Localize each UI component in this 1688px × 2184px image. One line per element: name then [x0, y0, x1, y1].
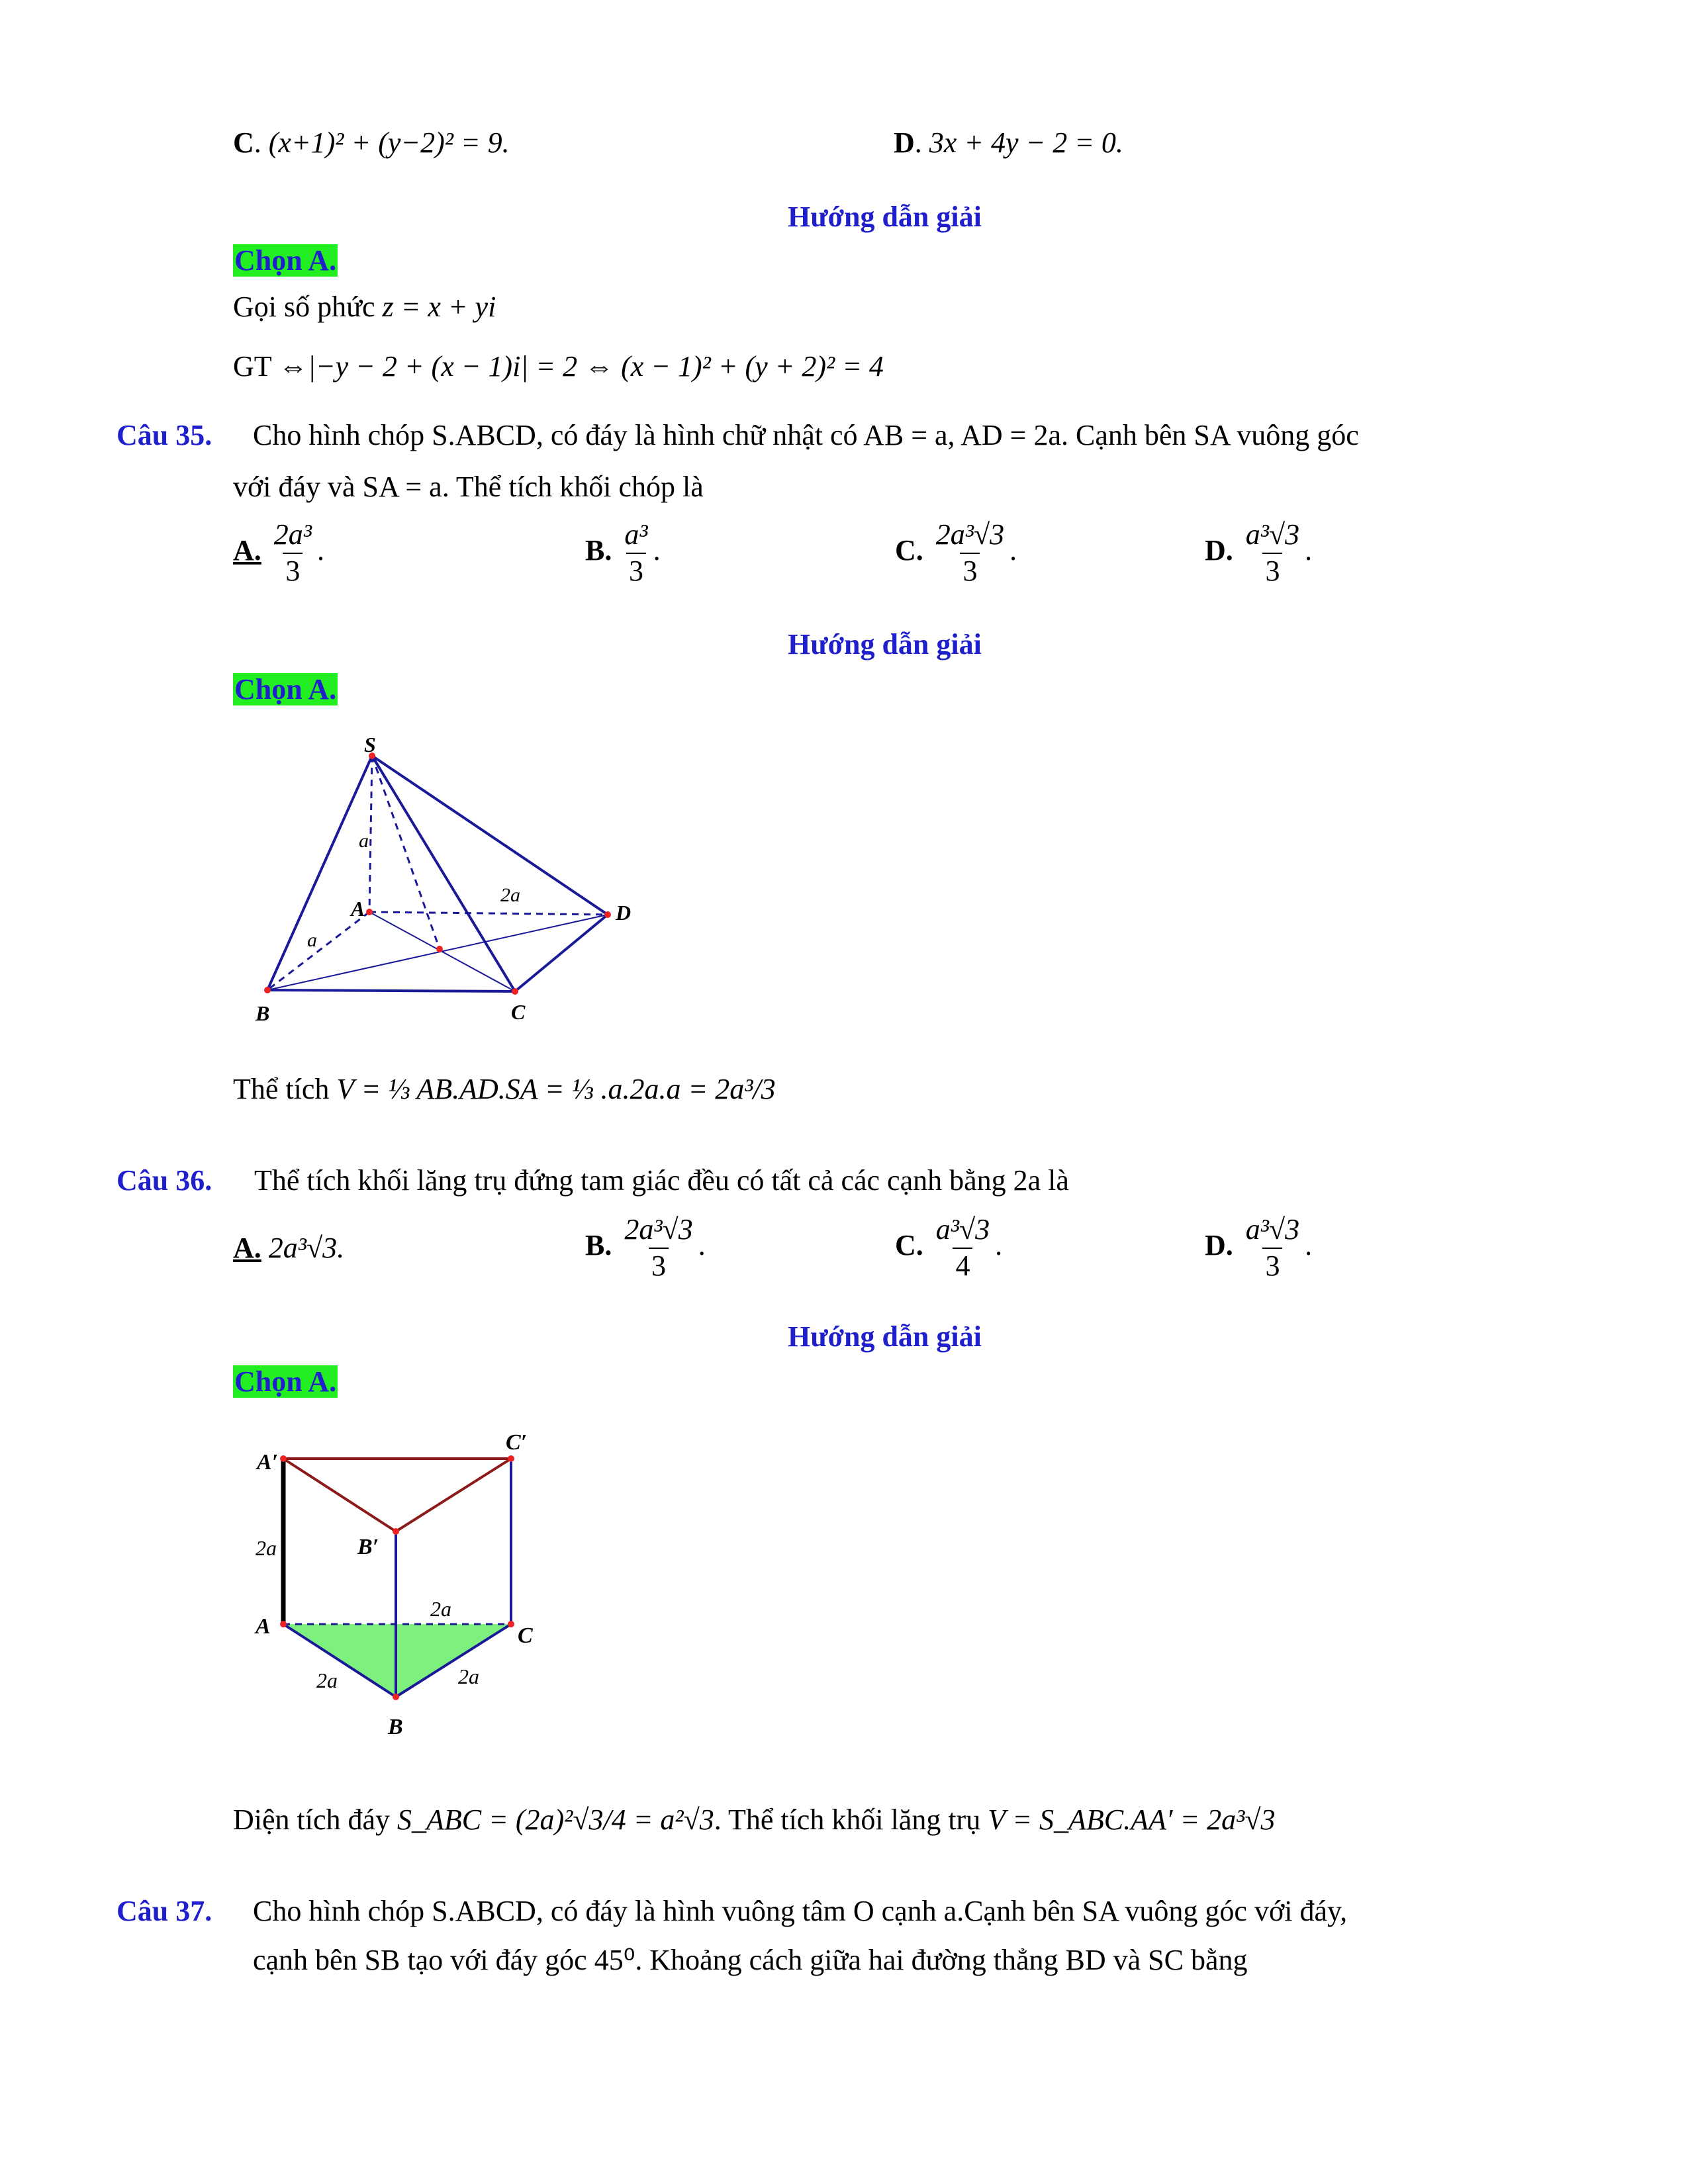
q36-option-b: B. $\frac{\text{2a³√3}}{3}$ . [585, 1212, 706, 1284]
q36-option-d: D. $\frac{\text{a³√3}}{3}$ . [1205, 1212, 1312, 1284]
pyramid-edge-sa: a [359, 830, 369, 852]
pyramid-figure [252, 728, 662, 1032]
chon-badge-1: Chọn A. [234, 244, 337, 277]
q35-option-c: C. $\frac{\text{2a³√3}}{3}$ . [895, 518, 1017, 589]
q34-solution-line1: Gọi số phức z = x + yi [233, 291, 496, 323]
q35-option-a: A. $\frac{\text{2a³}}{3}$ . [233, 518, 324, 589]
q36-option-c: C. $\frac{\text{a³√3}}{4}$ . [895, 1212, 1002, 1284]
pyramid-label-c: C [511, 1000, 526, 1024]
chon-badge-3: Chọn A. [234, 1365, 337, 1398]
q35-label: Câu 35. [117, 419, 212, 451]
q36-volume-expr: V = S_ABC.AA′ = 2a³√3 [988, 1803, 1276, 1836]
q35-option-b: B. $\frac{\text{a³}}{3}$ . [585, 518, 661, 589]
q34-option-c-expr: (x+1)² + (y−2)² = 9. [268, 126, 510, 159]
q36-option-a: A. 2a³√3. [233, 1232, 345, 1264]
q36-area: Diện tích đáy S_ABC = (2a)²√3/4 = a²√3. Thể tích khối lăng trụ V = S_ABC.AA′ = 2a³√3 [233, 1803, 1276, 1836]
q35-option-d: D. $\frac{\text{a³√3}}{3}$ . [1205, 518, 1312, 589]
solution-heading-2: Hướng dẫn giải [788, 628, 982, 660]
prism-edge-ac: 2a [430, 1597, 451, 1621]
q37-text-1: Cho hình chóp S.ABCD, có đáy là hình vuông tâm O cạnh a.Cạnh bên SA vuông góc với đáy, [253, 1895, 1348, 1927]
pyramid-label-d: D [616, 901, 632, 925]
solution-heading-1: Hướng dẫn giải [788, 201, 982, 233]
prism-label-bp: B′ [357, 1535, 379, 1559]
prism-edge-bc: 2a [458, 1664, 479, 1688]
prism-edge-ab: 2a [316, 1668, 338, 1692]
q37-label: Câu 37. [117, 1895, 212, 1927]
pyramid-edge-ad: 2a [500, 884, 520, 906]
q36-area-expr: S_ABC = (2a)²√3/4 = a²√3 [397, 1803, 714, 1836]
q35-text-1: Cho hình chóp S.ABCD, có đáy là hình chữ nhật có AB = a, AD = 2a. Cạnh bên SA vuông góc [253, 419, 1359, 451]
prism-figure [238, 1423, 583, 1754]
pyramid-label-b: B [256, 1001, 270, 1025]
pyramid-edge-ab: a [307, 929, 317, 951]
q34-option-c: C. (x+1)² + (y−2)² = 9. [233, 126, 510, 159]
prism-edge-aa: 2a [256, 1536, 277, 1560]
prism-label-b: B [388, 1715, 403, 1739]
prism-label-cp: C′ [506, 1430, 528, 1455]
pyramid-label-s: S [364, 733, 376, 756]
pyramid-label-a: A [351, 897, 365, 921]
q37-text-2: cạnh bên SB tạo với đáy góc 45⁰. Khoảng cách giữa hai đường thẳng BD và SC bằng [253, 1944, 1248, 1976]
prism-label-c: C [518, 1623, 533, 1648]
q34-solution-line2: GT ⇔|−y − 2 + (x − 1)i| = 2 ⇔ (x − 1)² + (y + 2)² = 4 [233, 350, 884, 383]
q35-text-2: với đáy và SA = a. Thể tích khối chóp là [233, 471, 704, 503]
q36-label: Câu 36. [117, 1164, 212, 1197]
prism-label-ap: A′ [257, 1450, 279, 1475]
q34-option-d: D. 3x + 4y − 2 = 0. [894, 126, 1123, 159]
q36-text-1: Thể tích khối lăng trụ đứng tam giác đều có tất cả các cạnh bằng 2a là [254, 1164, 1069, 1197]
q34-option-d-expr: 3x + 4y − 2 = 0. [929, 126, 1123, 159]
solution-heading-3: Hướng dẫn giải [788, 1320, 982, 1353]
chon-badge-2: Chọn A. [234, 673, 337, 705]
q35-volume-expr: V = ⅓ AB.AD.SA = ⅓ .a.2a.a = 2a³/3 [336, 1073, 776, 1105]
q35-volume: Thể tích V = ⅓ AB.AD.SA = ⅓ .a.2a.a = 2a³/3 [233, 1073, 776, 1105]
prism-label-a: A [256, 1614, 271, 1639]
